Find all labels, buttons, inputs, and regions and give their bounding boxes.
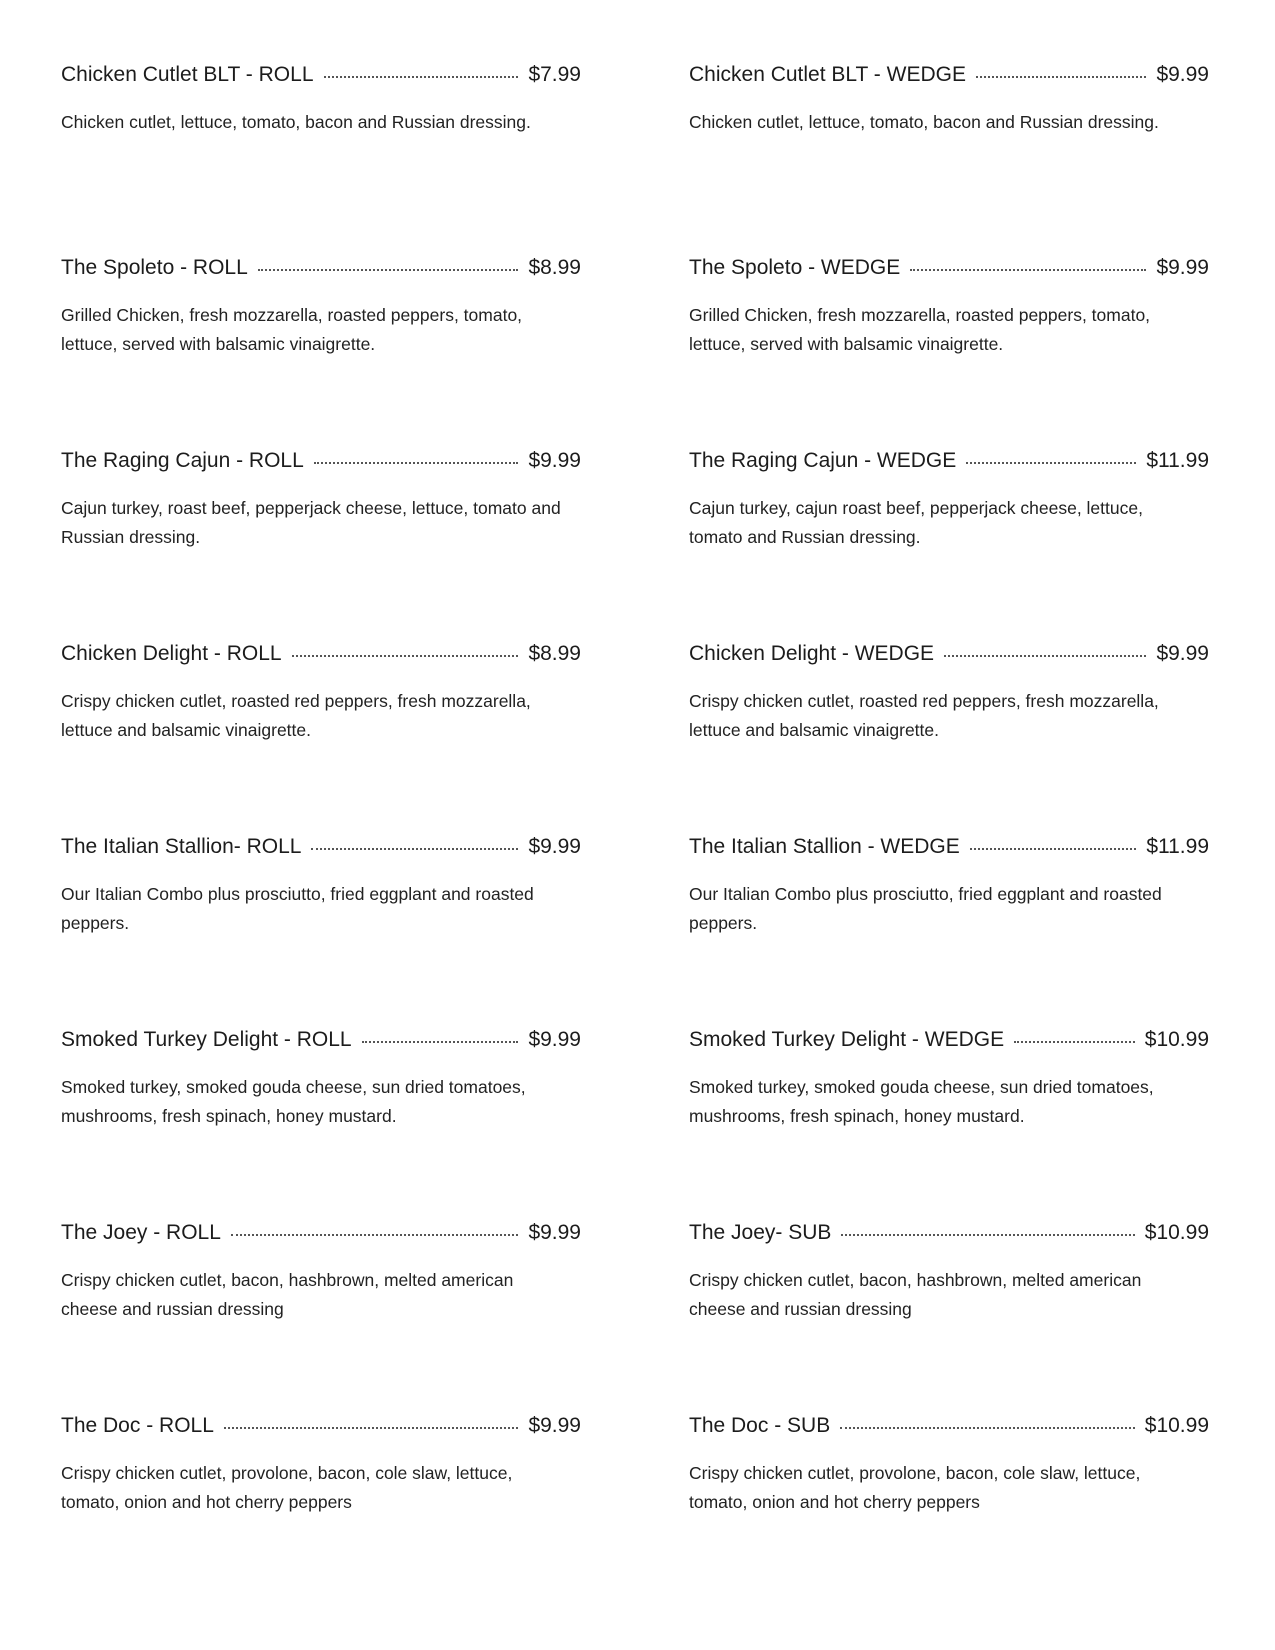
menu-item-description: Our Italian Combo plus prosciutto, fried eggplant and roasted peppers.	[689, 884, 1162, 933]
menu-item-price: $10.99	[1144, 1414, 1209, 1437]
menu-item-price: $9.99	[1156, 642, 1209, 665]
dot-leader	[292, 655, 519, 657]
menu-item-name: The Doc - ROLL	[61, 1414, 214, 1437]
menu-item-header	[61, 1413, 581, 1439]
menu-item-description: Chicken cutlet, lettuce, tomato, bacon and Russian dressing.	[689, 112, 1159, 132]
menu-item	[61, 448, 581, 641]
menu-item-name: The Italian Stallion - WEDGE	[689, 835, 960, 858]
menu-item-name: The Doc - SUB	[689, 1414, 831, 1437]
menu-item-description: Crispy chicken cutlet, roasted red peppers, fresh mozzarella, lettuce and balsamic vinaigrette.	[61, 691, 531, 740]
menu-item	[689, 641, 1209, 834]
menu-item-price: $8.99	[528, 256, 581, 279]
menu-item-name: Chicken Delight - WEDGE	[689, 642, 935, 665]
dot-leader	[362, 1041, 519, 1043]
menu-item-name: Chicken Delight - ROLL	[61, 642, 282, 665]
menu-item-description: Crispy chicken cutlet, provolone, bacon, cole slaw, lettuce, tomato, onion and hot cherry peppers	[689, 1463, 1141, 1512]
menu-item-header	[61, 62, 581, 88]
menu-item	[61, 834, 581, 1027]
dot-leader	[840, 1427, 1135, 1429]
menu-item-price: $9.99	[528, 449, 581, 472]
menu-item-description: Smoked turkey, smoked gouda cheese, sun dried tomatoes, mushrooms, fresh spinach, honey mustard.	[689, 1077, 1154, 1126]
menu-item-header	[61, 255, 581, 281]
menu-item-price: $9.99	[528, 1221, 581, 1244]
menu-item-header	[61, 641, 581, 667]
menu-item-price: $10.99	[1144, 1221, 1209, 1244]
menu-item-name: The Joey- SUB	[689, 1221, 832, 1244]
menu-item	[61, 1220, 581, 1413]
menu-item-name: The Spoleto - WEDGE	[689, 256, 901, 279]
menu-item-header	[689, 1220, 1209, 1246]
dot-leader	[944, 655, 1146, 657]
dot-leader	[258, 269, 519, 271]
menu-item	[689, 62, 1209, 255]
dot-leader	[231, 1234, 519, 1236]
menu-item-description: Crispy chicken cutlet, bacon, hashbrown, melted american cheese and russian dressing	[689, 1270, 1142, 1319]
menu-item-header	[689, 255, 1209, 281]
menu-item-price: $11.99	[1146, 835, 1209, 858]
dot-leader	[314, 462, 519, 464]
menu-item-price: $9.99	[528, 1028, 581, 1051]
menu-item	[61, 1027, 581, 1220]
menu-item-name: The Spoleto - ROLL	[61, 256, 248, 279]
menu-item-name: Chicken Cutlet BLT - WEDGE	[689, 63, 966, 86]
dot-leader	[841, 1234, 1134, 1236]
menu-item-price: $10.99	[1144, 1028, 1209, 1051]
menu-item-header	[61, 1027, 581, 1053]
menu-item-description: Cajun turkey, roast beef, pepperjack cheese, lettuce, tomato and Russian dressing.	[61, 498, 561, 547]
menu-item-price: $11.99	[1146, 449, 1209, 472]
menu-item-header	[61, 1220, 581, 1246]
menu-item	[689, 448, 1209, 641]
menu-grid	[61, 62, 1216, 1606]
menu-item-description: Crispy chicken cutlet, roasted red peppers, fresh mozzarella, lettuce and balsamic vinaigrette.	[689, 691, 1159, 740]
menu-item-header	[689, 1413, 1209, 1439]
menu-item	[689, 1413, 1209, 1606]
menu-item	[689, 834, 1209, 1027]
menu-item	[61, 641, 581, 834]
menu-item-price: $8.99	[528, 642, 581, 665]
menu-item-header	[689, 641, 1209, 667]
menu-item	[689, 1220, 1209, 1413]
menu-item	[61, 62, 581, 255]
menu-item-name: The Raging Cajun - WEDGE	[689, 449, 957, 472]
dot-leader	[324, 76, 519, 78]
menu-item	[61, 255, 581, 448]
menu-item-name: Chicken Cutlet BLT - ROLL	[61, 63, 314, 86]
menu-item-description: Grilled Chicken, fresh mozzarella, roasted peppers, tomato, lettuce, served with balsamic vinaigrette.	[61, 305, 523, 354]
menu-item-description: Cajun turkey, cajun roast beef, pepperjack cheese, lettuce, tomato and Russian dressing.	[689, 498, 1143, 547]
menu-item	[689, 1027, 1209, 1220]
menu-item-description: Smoked turkey, smoked gouda cheese, sun dried tomatoes, mushrooms, fresh spinach, honey mustard.	[61, 1077, 526, 1126]
dot-leader	[910, 269, 1146, 271]
menu-item-header	[689, 1027, 1209, 1053]
menu-item-description: Our Italian Combo plus prosciutto, fried eggplant and roasted peppers.	[61, 884, 534, 933]
menu-item-header	[689, 834, 1209, 860]
menu-item-description: Crispy chicken cutlet, provolone, bacon, cole slaw, lettuce, tomato, onion and hot cherry peppers	[61, 1463, 513, 1512]
menu-item-name: The Joey - ROLL	[61, 1221, 221, 1244]
dot-leader	[224, 1427, 519, 1429]
menu-item-name: Smoked Turkey Delight - ROLL	[61, 1028, 352, 1051]
menu-item-name: Smoked Turkey Delight - WEDGE	[689, 1028, 1005, 1051]
dot-leader	[976, 76, 1146, 78]
dot-leader	[311, 848, 518, 850]
dot-leader	[970, 848, 1137, 850]
menu-item-description: Chicken cutlet, lettuce, tomato, bacon and Russian dressing.	[61, 112, 531, 132]
dot-leader	[1014, 1041, 1135, 1043]
menu-item	[689, 255, 1209, 448]
menu-item-price: $9.99	[1156, 63, 1209, 86]
menu-item-price: $7.99	[528, 63, 581, 86]
menu-item-header	[61, 448, 581, 474]
menu-item-name: The Italian Stallion- ROLL	[61, 835, 302, 858]
menu-item-header	[61, 834, 581, 860]
menu-item-price: $9.99	[528, 835, 581, 858]
dot-leader	[966, 462, 1136, 464]
menu-item-description: Grilled Chicken, fresh mozzarella, roasted peppers, tomato, lettuce, served with balsamic vinaigrette.	[689, 305, 1151, 354]
menu-item-name: The Raging Cajun - ROLL	[61, 449, 304, 472]
menu-item-header	[689, 448, 1209, 474]
menu-item-price: $9.99	[1156, 256, 1209, 279]
menu-item-header	[689, 62, 1209, 88]
menu-item-description: Crispy chicken cutlet, bacon, hashbrown, melted american cheese and russian dressing	[61, 1270, 514, 1319]
menu-item-price: $9.99	[528, 1414, 581, 1437]
menu-item	[61, 1413, 581, 1606]
